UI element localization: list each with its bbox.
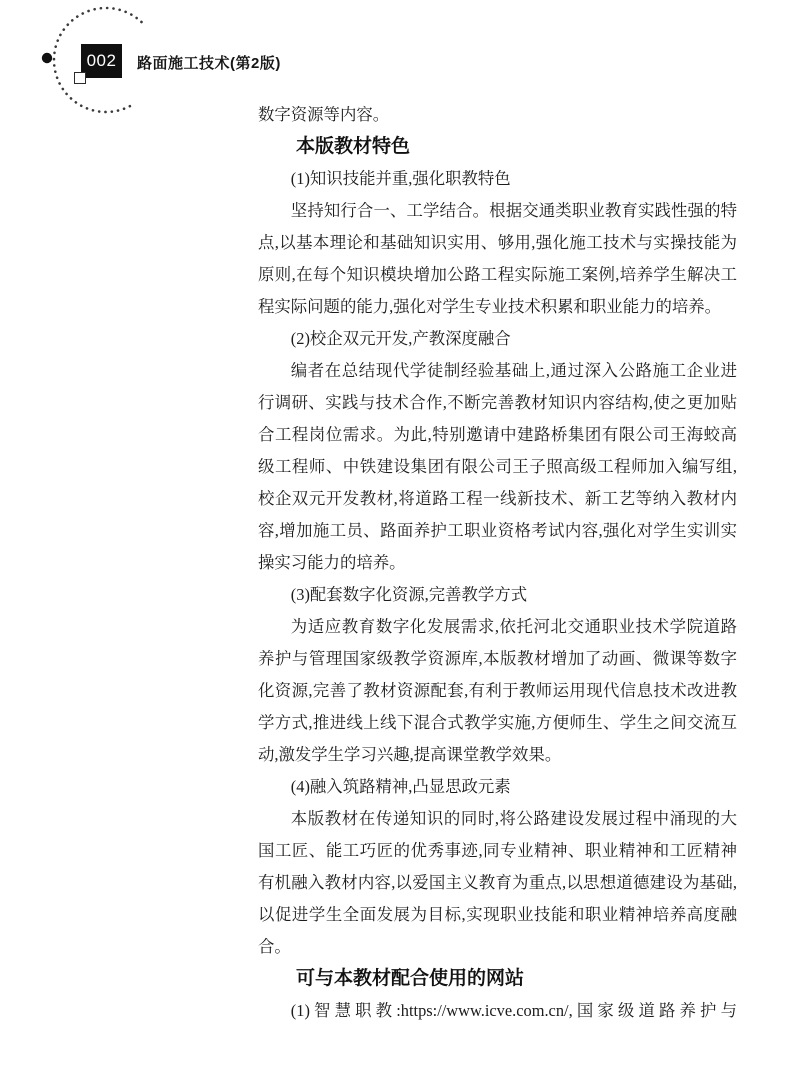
paragraph: (1)智慧职教:https://www.icve.com.cn/,国家级道路养护与 <box>290 1001 737 1020</box>
bullet-dot-icon <box>42 53 52 63</box>
paragraph: 为适应教育数字化发展需求,依托河北交通职业技术学院道路养护与管理国家级教学资源库,本版教材增加了动画、微课等数字化资源,完善了教材资源配套,有利于教师运用现代信息技术改进教学方式,推进线上线下混合式教学实施,方便师生、学生之间交流互动,激发学生学习兴趣,提高课堂教学效果。 <box>258 617 737 764</box>
paragraph: (4)融入筑路精神,凸显思政元素 <box>290 777 511 796</box>
paragraph: 编者在总结现代学徒制经验基础上,通过深入公路施工企业进行调研、实践与技术合作,不断完善教材知识内容结构,使之更加贴合工程岗位需求。为此,特别邀请中建路桥集团有限公司王海蛟高级工程师、中铁建设集团有限公司王子照高级工程师加入编写组,校企双元开发教材,将道路工程一线新技术、新工艺等纳入教材内容,增加施工员、路面养护工职业资格考试内容,强化对学生实训实操实习能力的培养。 <box>258 361 737 572</box>
section-heading: 可与本教材配合使用的网站 <box>296 968 525 989</box>
page-number: 002 <box>86 51 117 70</box>
decorative-square-icon <box>74 72 86 84</box>
page-number-badge <box>81 44 122 78</box>
paragraph: (1)知识技能并重,强化职教特色 <box>290 169 511 188</box>
section-heading: 本版教材特色 <box>296 136 411 157</box>
paragraph: 坚持知行合一、工学结合。根据交通类职业教育实践性强的特点,以基本理论和基础知识实用、够用,强化施工技术与实操技能为原则,在每个知识模块增加公路工程实际施工案例,培养学生解决工程实际问题的能力,强化对学生专业技术积累和职业能力的培养。 <box>258 201 737 316</box>
paragraph-continuation: 数字资源等内容。 <box>258 105 390 124</box>
page-content <box>258 99 737 1027</box>
book-title: 路面施工技术(第2版) <box>137 55 281 72</box>
paragraph: (3)配套数字化资源,完善教学方式 <box>290 585 528 604</box>
paragraph: 本版教材在传递知识的同时,将公路建设发展过程中涌现的大国工匠、能工巧匠的优秀事迹,同专业精神、职业精神和工匠精神有机融入教材内容,以爱国主义教育为重点,以思想道德建设为基础,以促进学生全面发展为目标,实现职业技能和职业精神培养高度融合。 <box>258 809 737 956</box>
paragraph: (2)校企双元开发,产教深度融合 <box>290 329 511 348</box>
